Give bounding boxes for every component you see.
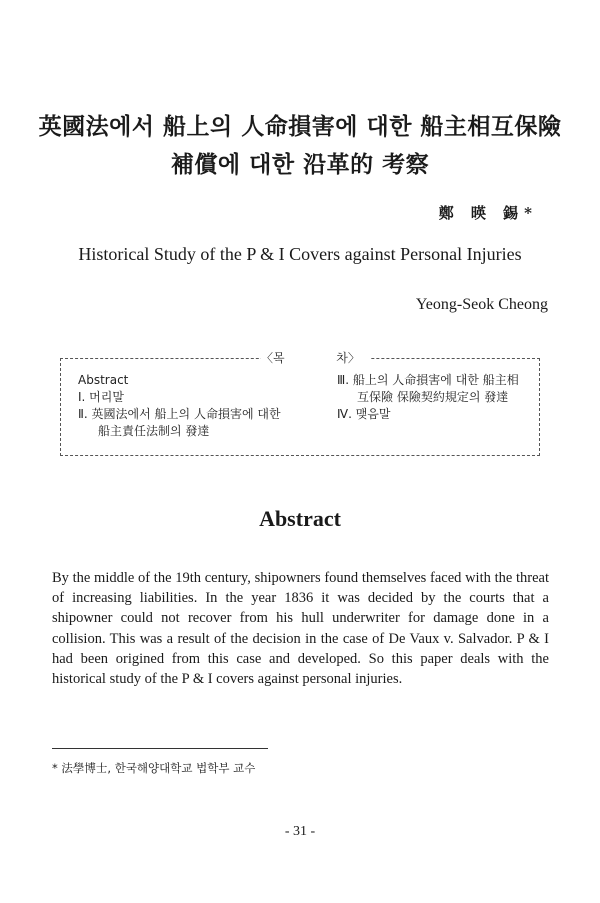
toc-item-section-2: Ⅱ. 英國法에서 船上의 人命損害에 대한 <box>78 407 281 421</box>
toc-item-section-2-cont: 船主責任法制의 發達 <box>98 424 210 438</box>
author-name-korean: 鄭 暎 錫* <box>438 204 538 222</box>
korean-title-line-1: 英國法에서 船上의 人命損害에 대한 船主相互保險 <box>38 114 562 140</box>
page-number: - 31 - <box>284 824 316 839</box>
toc-item-introduction: Ⅰ. 머리말 <box>78 390 124 404</box>
toc-item-section-3: Ⅲ. 船上의 人命損害에 대한 船主相 <box>337 373 519 387</box>
toc-item-section-3-cont: 互保險 保險契約規定의 發達 <box>357 390 509 404</box>
footnote: * 法學博士, 한국해양대학교 법학부 교수 <box>52 761 256 775</box>
abstract-heading: Abstract <box>259 506 341 531</box>
footnote-divider <box>52 748 268 749</box>
toc-heading-right: 차〉 <box>336 351 360 365</box>
korean-title-line-2: 補償에 대한 沿革的 考察 <box>170 152 430 178</box>
toc-item-conclusion: Ⅳ. 맺음말 <box>337 407 391 421</box>
table-of-contents <box>60 351 540 456</box>
toc-heading-left: 〈목 <box>261 351 285 365</box>
author-name-english: Yeong-Seok Cheong <box>415 296 548 313</box>
toc-heading <box>261 349 371 366</box>
toc-right-column <box>337 372 519 423</box>
english-title: Historical Study of the P & I Covers against Personal Injuries <box>78 244 522 264</box>
abstract-body: By the middle of the 19th century, shipowners found themselves faced with the threat of increasing liabilities. In the year 1836 it was decided by the courts that a shipowner could not recover from his hull underwriter for damage done in a collision. This was a result of the decision in the case of De Vaux v. Salvador. P & I had been origined from this case and developed. So this paper deals with the historical study of the P & I covers against personal injuries. <box>52 570 549 688</box>
toc-left-column <box>78 372 281 440</box>
toc-item-abstract: Abstract <box>78 373 129 387</box>
